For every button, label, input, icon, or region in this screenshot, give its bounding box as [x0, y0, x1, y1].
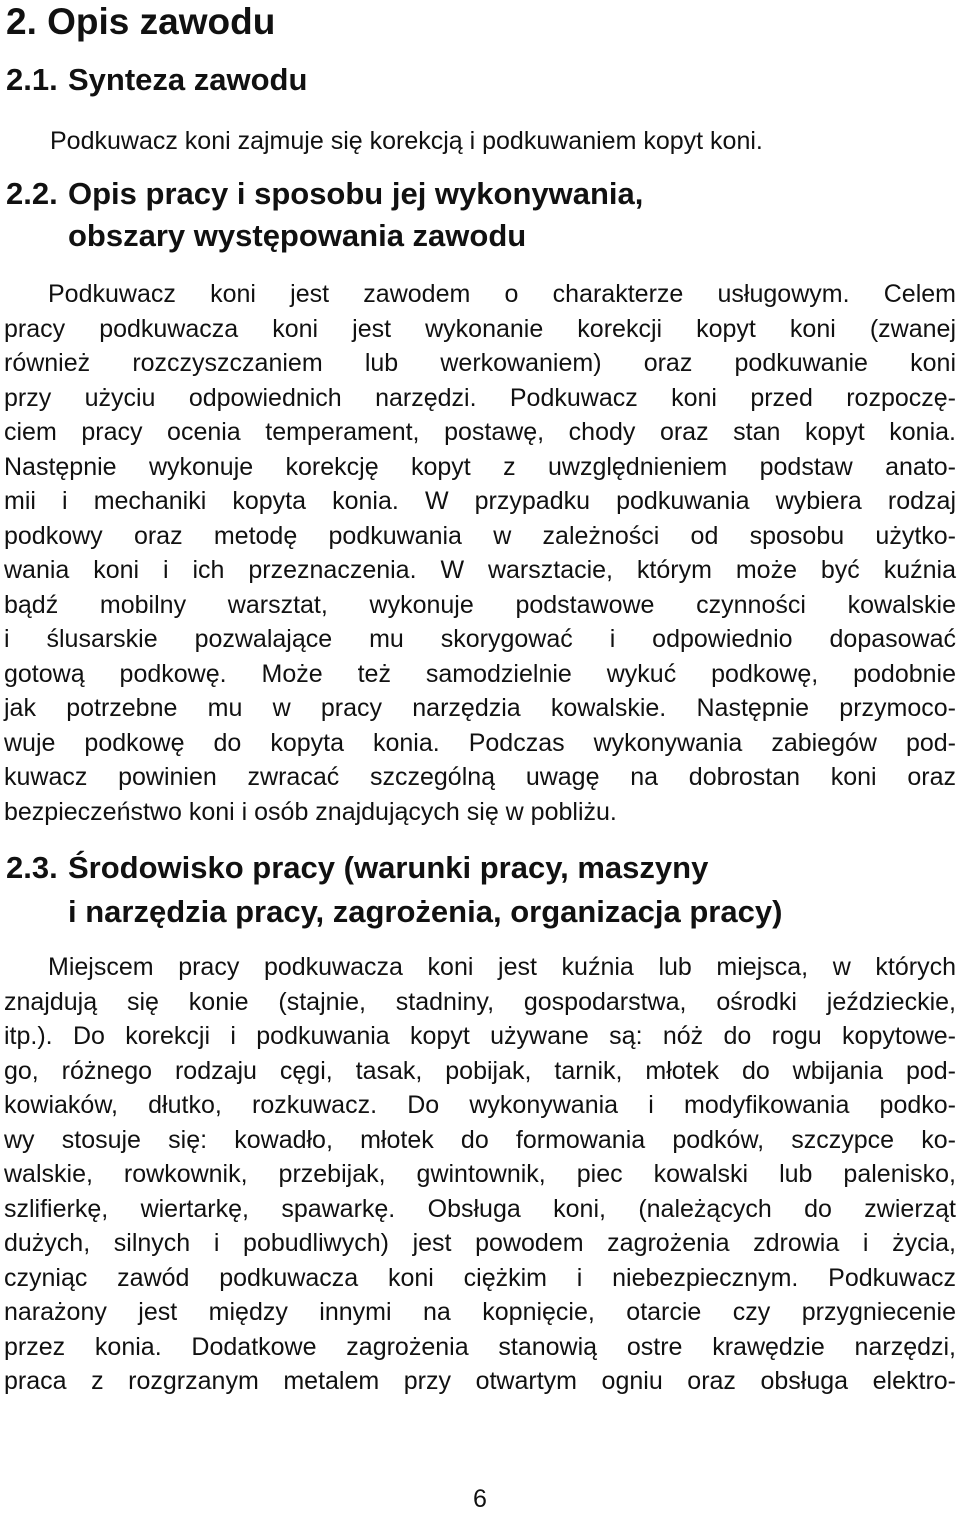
text-line: Podkuwacz koni jest zawodem o charakterze usługowym. Celem — [48, 280, 956, 308]
heading-synteza-zawodu — [6, 60, 906, 104]
text-line: wy stosuje się: kowadło, młotek do formowania podków, szczypce ko- — [4, 1126, 956, 1154]
text-line: szlifierkę, wiertarkę, spawarkę. Obsługa koni, (należących do zwierząt — [4, 1195, 956, 1223]
text-line: wuje podkowę do kopyta konia. Podczas wykonywania zabiegów pod- — [4, 729, 956, 757]
text-line: gotową podkowę. Może też samodzielnie wykuć podkowę, podobnie — [4, 660, 956, 688]
heading-srodowisko-pracy — [6, 848, 946, 892]
section-number: 2.3. — [6, 850, 58, 885]
text-line: itp.). Do korekcji i podkuwania kopyt używane są: nóż do rogu kopytowe- — [4, 1022, 956, 1050]
text-line: i ślusarskie pozwalające mu skorygować i odpowiednio dopasować — [4, 625, 956, 653]
text-line: walskie, rowkownik, przebijak, gwintownik, piec kowalski lub palenisko, — [4, 1160, 956, 1188]
text-line: mii i mechaniki kopyta konia. W przypadku podkuwania wybiera rodzaj — [4, 487, 956, 515]
section-number: 2.2. — [6, 176, 58, 211]
section-title-line1: Opis pracy i sposobu jej wykonywania, — [68, 176, 644, 211]
text-line: kuwacz powinien zwracać szczególną uwagę na dobrostan koni oraz — [4, 763, 956, 791]
section-title-line1: Środowisko pracy (warunki pracy, maszyny — [68, 850, 709, 885]
heading-opis-pracy-cont — [6, 216, 906, 260]
synteza-text: Podkuwacz koni zajmuje się korekcją i podkuwaniem kopyt koni. — [50, 127, 763, 155]
heading-opis-pracy — [6, 174, 906, 218]
text-line: podkowy oraz metodę podkuwania w zależności od sposobu użytko- — [4, 522, 956, 550]
text-line: narażony jest między innymi na kopnięcie, otarcie czy przygniecenie — [4, 1298, 956, 1326]
text-line: przy użyciu odpowiednich narzędzi. Podkuwacz koni przed rozpoczę- — [4, 384, 956, 412]
section-number: 2.1. — [6, 62, 58, 97]
text-line: kowiaków, dłutko, rozkuwacz. Do wykonywania i modyfikowania podko- — [4, 1091, 956, 1119]
text-line: jak potrzebne mu w pracy narzędzia kowalskie. Następnie przymoco- — [4, 694, 956, 722]
text-line: praca z rozgrzanym metalem przy otwartym ogniu oraz obsługa elektro- — [4, 1367, 956, 1395]
text-line: przez konia. Dodatkowe zagrożenia stanowią ostre krawędzie narzędzi, — [4, 1333, 956, 1361]
text-line: pracy podkuwacza koni jest wykonanie korekcji kopyt koni (zwanej — [4, 315, 956, 343]
text-line: bądź mobilny warsztat, wykonuje podstawowe czynności kowalskie — [4, 591, 956, 619]
text-line: dużych, silnych i pobudliwych) jest powodem zagrożenia zdrowia i życia, — [4, 1229, 956, 1257]
text-line: Następnie wykonuje korekcję kopyt z uwzględnieniem podstaw anato- — [4, 453, 956, 481]
text-line: go, różnego rodzaju cęgi, tasak, pobijak, tarnik, młotek do wbijania pod- — [4, 1057, 956, 1085]
text-line: ciem pracy ocenia temperament, postawę, chody oraz stan kopyt konia. — [4, 418, 956, 446]
text-line: bezpieczeństwo koni i osób znajdujących się w pobliżu. — [4, 798, 617, 826]
text-line: Miejscem pracy podkuwacza koni jest kuźnia lub miejsca, w których — [48, 953, 956, 981]
text-line: wania koni i ich przeznaczenia. W warsztacie, którym może być kuźnia — [4, 556, 956, 584]
text-line: również rozczyszczaniem lub werkowaniem) oraz podkuwanie koni — [4, 349, 956, 377]
text-line: czyniąc zawód podkuwacza koni ciężkim i niebezpiecznym. Podkuwacz — [4, 1264, 956, 1292]
section-title: Synteza zawodu — [68, 62, 308, 97]
section-title-line2: i narzędzia pracy, zagrożenia, organizacja pracy) — [68, 894, 783, 929]
page-number: 6 — [473, 1485, 487, 1513]
text-line: znajdują się konie (stajnie, stadniny, gospodarstwa, ośrodki jeździeckie, — [4, 988, 956, 1016]
heading-opis-zawodu: 2. Opis zawodu — [6, 1, 276, 42]
section-title-line2: obszary występowania zawodu — [68, 218, 527, 253]
heading-srodowisko-pracy-cont — [6, 892, 946, 936]
